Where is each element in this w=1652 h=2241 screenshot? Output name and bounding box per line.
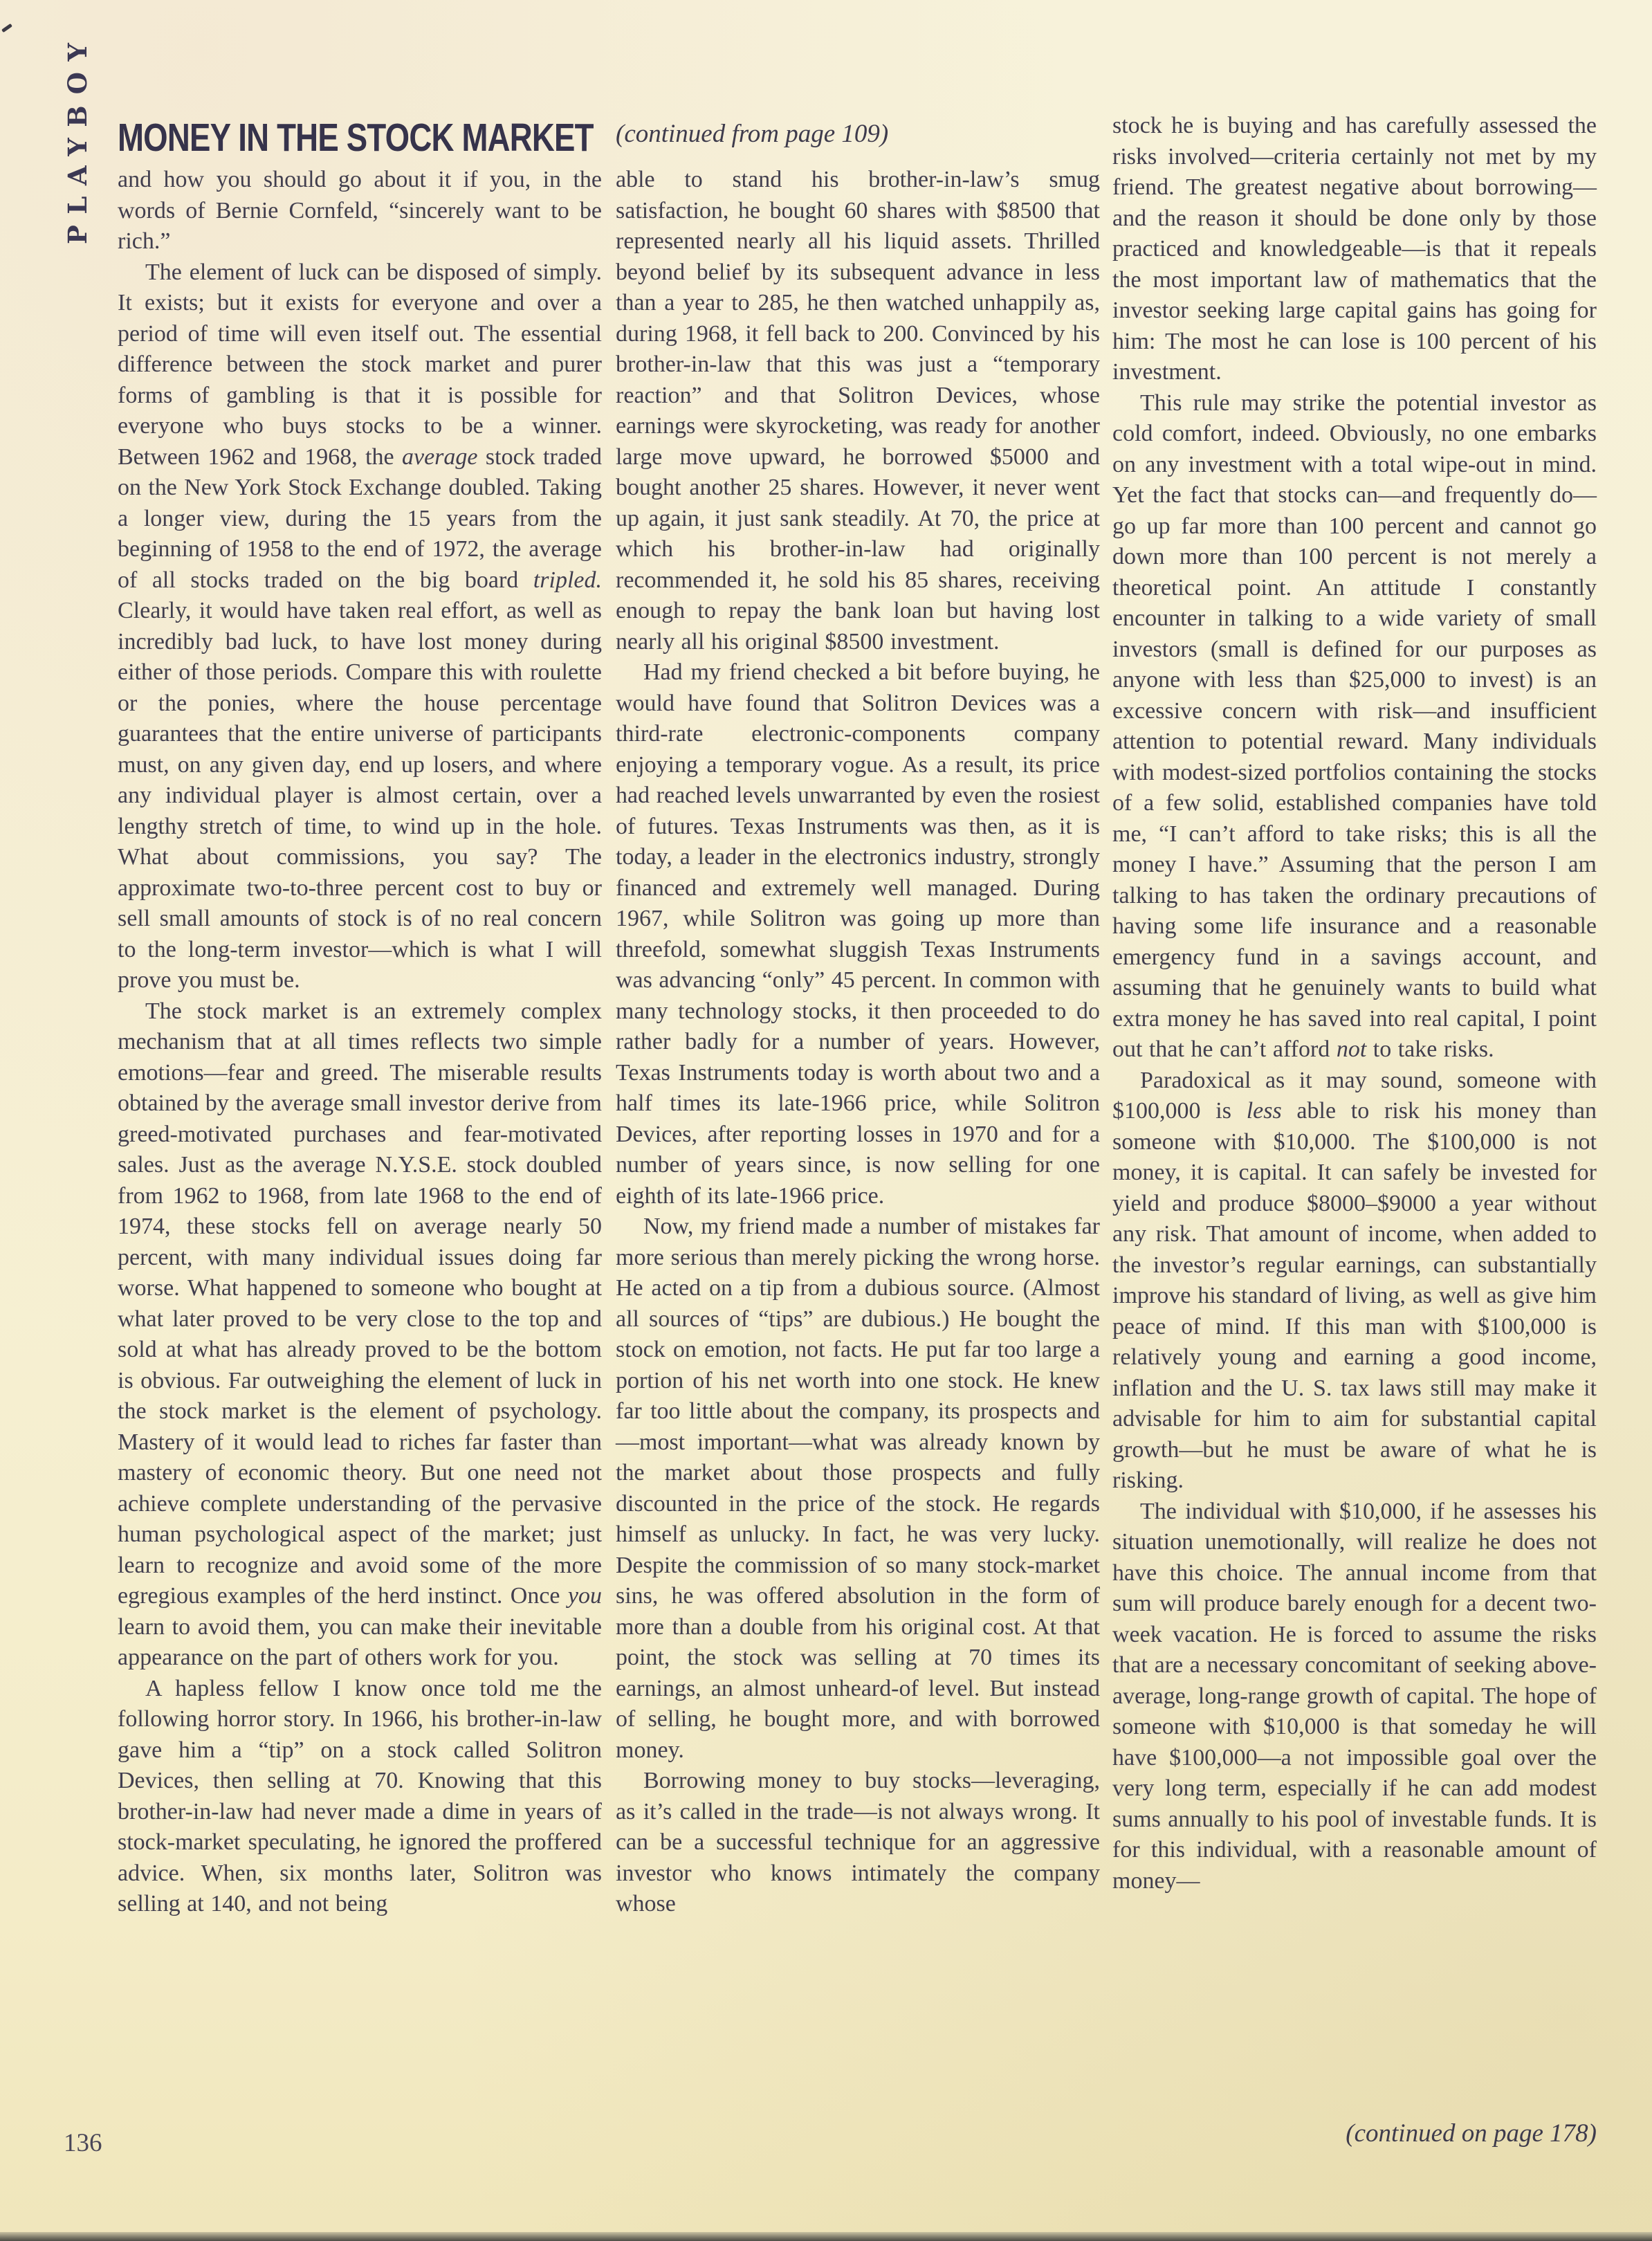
paragraph bbox=[1112, 1065, 1597, 1497]
text-run: The stock market is an extremely complex mechanism that at all times reflects two simple emotions—fear and greed. The miserable results obtained by the average small investor derive from greed-motivated purchases and fear-motivated sales. Just as the average N.Y.S.E. stock doubled from 1962 to 1968, from late 1968 to the end of 1974, these stocks fell on average nearly 50 percent, with many individual issues doing far worse. What happened to someone who bought at what later proved to be very close to the top and sold at what has already proved to be the bottom is obvious. Far outweighing the element of luck in the stock market is the element of psychology. Mastery of it would lead to riches far faster than mastery of economic theory. But one need not achieve complete understanding of the pervasive human psychological aspect of the market; just learn to recognize and avoid some of the more egregious examples of the herd instinct. Once bbox=[118, 998, 602, 1609]
text-run: The element of luck can be disposed of simply. It exists; but it exists for everyone and over a period of time will even itself out. The essential difference between the stock market and purer forms of gambling is that it is possible for everyone who buys stocks to be a winner. Between 1962 and 1968, the bbox=[118, 259, 602, 470]
text-column-1 bbox=[118, 165, 602, 1920]
paragraph bbox=[118, 996, 602, 1674]
text-run: learn to avoid them, you can make their inevitable appearance on the part of others work for you. bbox=[118, 1613, 602, 1670]
text-run: less bbox=[1246, 1098, 1282, 1124]
text-run: Now, my friend made a number of mistakes far more serious than merely picking the wrong horse. He acted on a tip from a dubious source. (Almost all sources of “tips” are dubious.) He bought the stock on emotion, not facts. He put far too large a portion of his net worth into one stock. He knew far too little about the company, its prospects and—most important—what was already known by the market about those prospects and fully discounted in the price of the stock. He regards himself as unlucky. In fact, he was very lucky. Despite the commission of so many stock-market sins, he was offered absolution in the form of more than a double from his original cost. At that point, the stock was selling at 70 times its earnings, an almost unheard-of level. But instead of selling, he bought more, and with borrowed money. bbox=[616, 1214, 1100, 1763]
text-run: and how you should go about it if you, in the words of Bernie Cornfeld, “sincerely want to be rich.” bbox=[118, 167, 602, 254]
continued-from-note: (continued from page 109) bbox=[616, 120, 889, 148]
page-number: 136 bbox=[64, 2129, 102, 2157]
text-run: able to stand his brother-in-law’s smug satisfaction, he bought 60 shares with $8500 that represented nearly all his liquid assets. Thrilled beyond belief by its subsequent advance in less than a year to 285, he then watched unhappily as, during 1968, it fell back to 200. Convinced by his brother-in-law that this was just a “temporary reaction” and that Solitron Devices, whose earnings were skyrocketing, was ready for another large move upward, he borrowed $5000 and bought another 25 shares. However, it never went up again, it just sank steadily. At 70, the price at which his brother-in-law had originally recommended it, he sold his 85 shares, receiving enough to repay the bank loan but having lost nearly all his original $8500 investment. bbox=[616, 167, 1100, 655]
text-run: The individual with $10,000, if he assesses his situation unemotionally, will realize he does not have this choice. The annual income from that sum will produce barely enough for a decent two-week vacation. He is forced to assume the risks that are a necessary concomitant of seeking above-average, long-range growth of capital. The hope of someone with $10,000 is that someday he will have $100,000—a not impossible goal over the very long term, especially if he can add modest sums annually to his pool of investable funds. It is for this individual, with a reasonable amount of money— bbox=[1112, 1498, 1597, 1894]
text-column-3 bbox=[1112, 111, 1597, 1896]
paragraph bbox=[616, 165, 1100, 657]
text-run: This rule may strike the potential investor as cold comfort, indeed. Obviously, no one embarks on any investment with a total wipe-out in mind. Yet the fact that stocks can—and frequently do—go up far more than 100 percent and cannot go down more than 100 percent is not merely a theoretical point. An attitude I constantly encounter in talking to a wide variety of small investors (small is defined for our purposes as anyone with less than $25,000 to invest) is an excessive concern with risk—and insufficient attention to potential reward. Many individuals with modest-sized portfolios containing the stocks of a few solid, established companies have told me, “I can’t afford to take risks; this is all the money I have.” Assuming that the person I am talking to has taken the ordinary precautions of having some life insurance and a reasonable emergency fund in a savings account, and assuming that he genuinely wants to build what extra money he has saved into real capital, I point out that he can’t afford bbox=[1112, 390, 1597, 1062]
paragraph bbox=[118, 165, 602, 257]
paragraph bbox=[616, 1766, 1100, 1920]
text-run: Had my friend checked a bit before buying, he would have found that Solitron Devices was a third-rate electronic-components company enjoying a temporary vogue. As a result, its price had reached levels unwarranted by even the rosiest of futures. Texas Instruments was then, as it is today, a leader in the electronics industry, strongly financed and extremely well managed. During 1967, while Solitron was going up more than threefold, somewhat sluggish Texas Instruments was advancing “only” 45 percent. In common with many technology stocks, it then proceeded to do rather badly for a number of years. However, Texas Instruments today is worth about two and a half times its late-1966 price, while Solitron Devices, after reporting losses in 1970 and for a number of years since, is now selling for one eighth of its late-1966 price. bbox=[616, 659, 1101, 1209]
text-run: Paradoxical as it may sound, someone with $100,000 is bbox=[1112, 1067, 1597, 1124]
text-run: stock he is buying and has carefully assessed the risks involved—criteria certainly not met by my friend. The greatest negative about borrowing—and the reason it should be done only by those practiced and knowledgeable—is that it repeals the most important law of mathematics that the investor seeking large capital gains has going for him: The most he can lose is 100 percent of his investment. bbox=[1112, 113, 1597, 385]
paragraph bbox=[1112, 111, 1597, 388]
text-run: stock traded on the New York Stock Exchange doubled. Taking a longer view, during the 15 years from the beginning of 1958 to the end of 1972, the average of all stocks traded on the big board bbox=[118, 443, 603, 593]
paragraph bbox=[1112, 388, 1597, 1065]
scan-artifact-mark bbox=[1, 24, 12, 33]
text-run: Clearly, it would have taken real effort, as well as incredibly bad luck, to have lost money during either of those periods. Compare this with roulette or the ponies, where the house percentage guarantees that the entire universe of participants must, on any given day, end up losers, and where any individual player is almost certain, over a lengthy stretch of time, to wind up in the hole. What about commissions, you say? The approximate two-to-three percent cost to buy or sell small amounts of stock is of no real concern to the long-term investor—which is what I will prove you must be. bbox=[118, 598, 602, 993]
text-run: Borrowing money to buy stocks—leveraging, as it’s called in the trade—is not always wrong. It can be a successful technique for an aggressive investor who knows intimately the company whose bbox=[616, 1768, 1100, 1917]
paragraph bbox=[616, 1211, 1100, 1766]
text-run: not bbox=[1336, 1036, 1367, 1062]
page-bottom-edge bbox=[0, 2232, 1652, 2241]
paragraph bbox=[1112, 1497, 1597, 1897]
text-run: to take risks. bbox=[1366, 1036, 1494, 1062]
paragraph bbox=[118, 1674, 602, 1920]
text-run: able to risk his money than someone with $10,000. The $100,000 is not money, it is capital. It can safely be invested for yield and produce $8000–$9000 a year without any risk. That amount of income, when added to the investor’s regular earnings, can substantially improve his standard of living, as well as give him peace of mind. If this man with $100,000 is relatively young and earning a good income, inflation and the U. S. tax laws still may make it advisable for him to aim for substantial capital growth—but he must be aware of what he is risking. bbox=[1112, 1098, 1597, 1493]
text-run: A hapless fellow I know once told me the following horror story. In 1966, his brother-in-law gave him a “tip” on a stock called Solitron Devices, then selling at 70. Knowing that this brother-in-law had never made a dime in years of stock-market speculating, he ignored the proffered advice. When, six months later, Solitron was selling at 140, and not being bbox=[118, 1675, 602, 1917]
paragraph bbox=[616, 657, 1100, 1211]
text-run: you bbox=[567, 1583, 602, 1609]
text-run: tripled. bbox=[533, 567, 602, 593]
text-run: average bbox=[402, 443, 478, 470]
playboy-spine-text: PLAYBOY bbox=[62, 32, 93, 244]
paragraph bbox=[118, 257, 602, 996]
continued-on-note: (continued on page 178) bbox=[1346, 2119, 1597, 2148]
text-column-2 bbox=[616, 165, 1100, 1920]
article-title: MONEY IN THE STOCK MARKET bbox=[118, 116, 594, 160]
